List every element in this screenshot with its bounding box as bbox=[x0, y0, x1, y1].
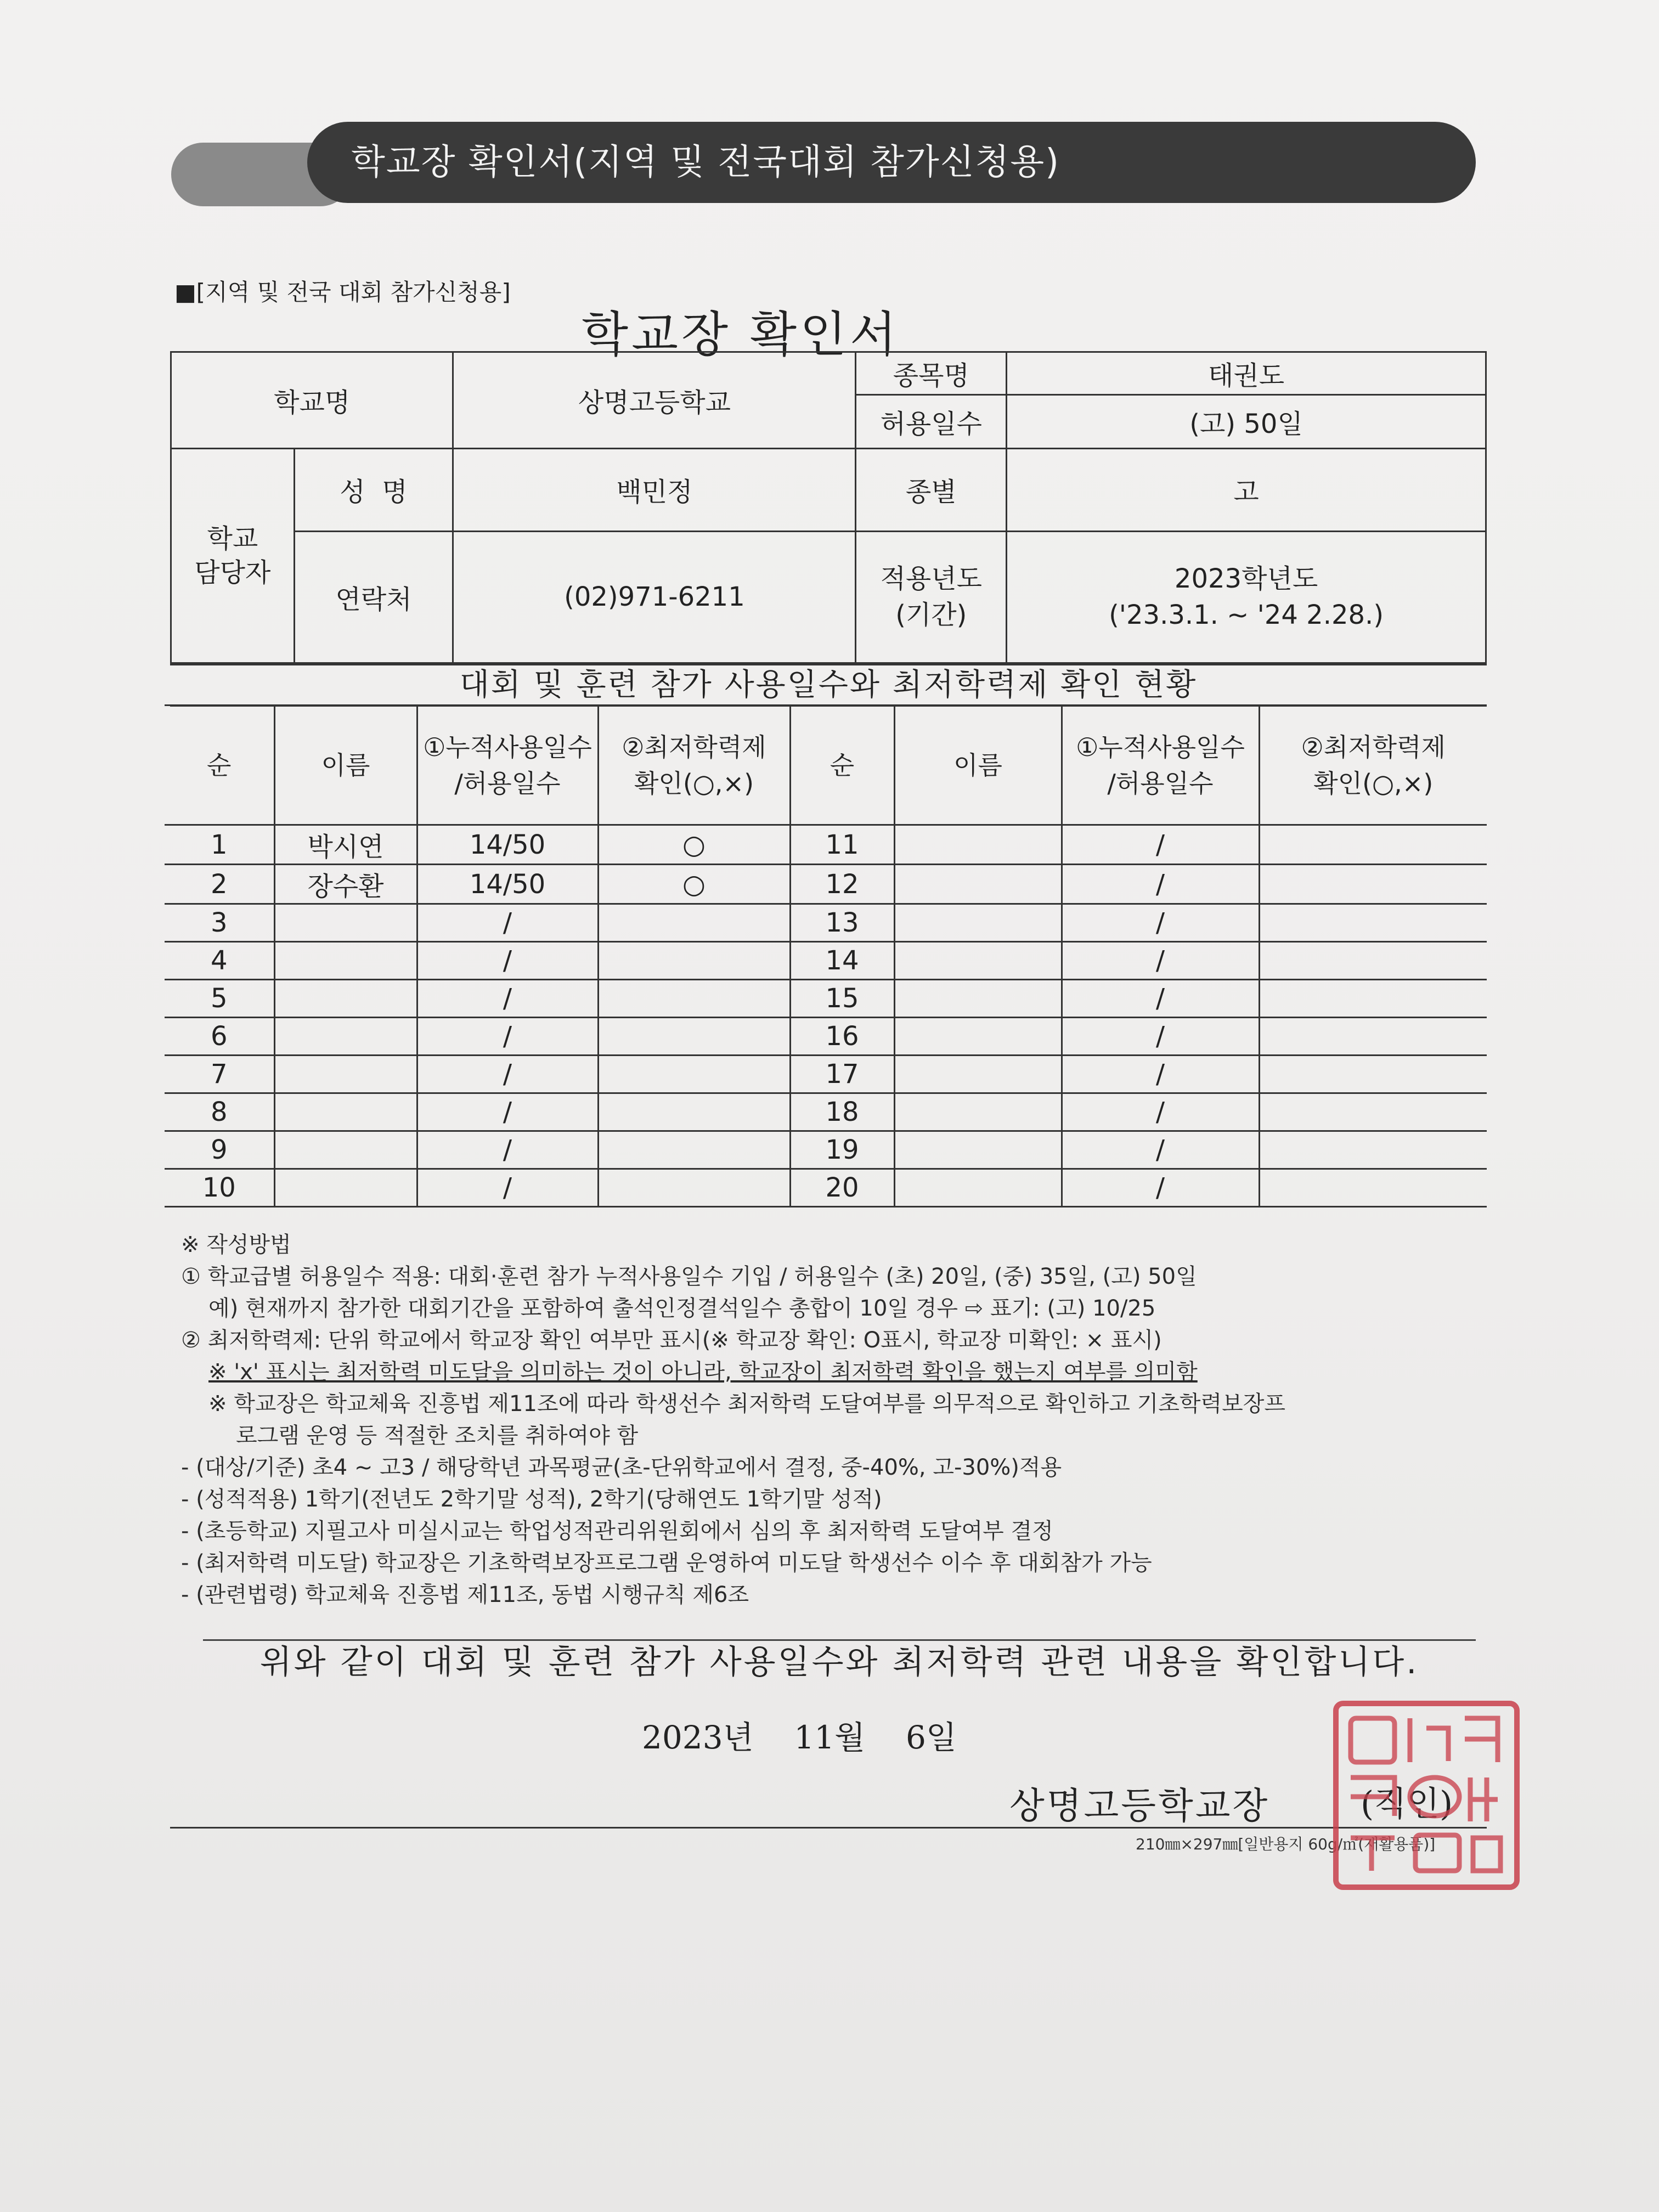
table-cell: 장수환 bbox=[274, 865, 417, 904]
table-cell bbox=[598, 1056, 790, 1093]
table-cell bbox=[1259, 904, 1487, 942]
table-cell: / bbox=[1062, 1056, 1259, 1093]
table-cell: 7 bbox=[165, 1056, 274, 1093]
table-cell bbox=[274, 1018, 417, 1056]
table-cell bbox=[894, 825, 1062, 865]
table-cell bbox=[274, 1093, 417, 1131]
table-cell bbox=[1259, 1018, 1487, 1056]
table-cell: / bbox=[417, 1131, 598, 1169]
staff-label: 학교 담당자 bbox=[171, 449, 295, 663]
table-row bbox=[165, 1056, 1487, 1093]
table-cell: 14/50 bbox=[417, 865, 598, 904]
table-cell: / bbox=[1062, 904, 1259, 942]
event-value: 태권도 bbox=[1007, 352, 1486, 395]
table-cell: 3 bbox=[165, 904, 274, 942]
table-cell bbox=[598, 980, 790, 1018]
table-row bbox=[165, 1093, 1487, 1131]
table-cell: 13 bbox=[790, 904, 894, 942]
header-cell: 이름 bbox=[894, 706, 1062, 825]
table-cell bbox=[274, 1131, 417, 1169]
allowed-days-value: (고) 50일 bbox=[1007, 395, 1486, 449]
type-label: 종별 bbox=[856, 449, 1007, 531]
table-cell: 14/50 bbox=[417, 825, 598, 865]
name-label: 성 명 bbox=[294, 449, 453, 531]
table-cell bbox=[894, 865, 1062, 904]
instruction-line: - (대상/기준) 초4 ~ 고3 / 해당학년 과목평균(초-단위학교에서 결정, 중-40%, 고-30%)적용 bbox=[181, 1455, 1062, 1480]
table-cell: 2 bbox=[165, 865, 274, 904]
paper-spec: 210㎜×297㎜[일반용지 60g/㎡(재활용품)] bbox=[1136, 1835, 1436, 1853]
table-cell: 18 bbox=[790, 1093, 894, 1131]
year-value: 2023학년도 ('23.3.1. ~ '24 2.28.) bbox=[1007, 531, 1486, 663]
header-cell: ②최저학력제 확인(○,×) bbox=[1259, 706, 1487, 825]
table-cell bbox=[894, 1093, 1062, 1131]
table-cell bbox=[274, 980, 417, 1018]
table-cell: / bbox=[1062, 1018, 1259, 1056]
table-cell bbox=[1259, 1169, 1487, 1207]
instructions-heading: ※ 작성방법 bbox=[181, 1232, 291, 1257]
instruction-line: ① 학교급별 허용일수 적용: 대회·훈련 참가 누적사용일수 기입 / 허용일수 (초) 20일, (중) 35일, (고) 50일 bbox=[181, 1264, 1197, 1289]
table-cell bbox=[1259, 1056, 1487, 1093]
table-cell: / bbox=[1062, 1169, 1259, 1207]
instruction-line: ※ 학교장은 학교체육 진흥법 제11조에 따라 학생선수 최저학력 도달여부를 의무적으로 확인하고 기초학력보장프 bbox=[208, 1391, 1286, 1417]
table-cell: / bbox=[417, 942, 598, 980]
table-cell bbox=[598, 904, 790, 942]
issue-date: 2023년 11월 6일 bbox=[642, 1719, 957, 1756]
table-cell: 10 bbox=[165, 1169, 274, 1207]
table-cell: 15 bbox=[790, 980, 894, 1018]
table-cell: / bbox=[417, 904, 598, 942]
instruction-line: 예) 현재까지 참가한 대회기간을 포함하여 출석인정결석일수 총합이 10일 경우 ⇨ 표기: (고) 10/25 bbox=[208, 1296, 1156, 1321]
table-cell: 박시연 bbox=[274, 825, 417, 865]
table-cell bbox=[274, 1169, 417, 1207]
table-cell bbox=[274, 1056, 417, 1093]
form-subtitle: ■[지역 및 전국 대회 참가신청용] bbox=[174, 279, 511, 306]
table-cell: 16 bbox=[790, 1018, 894, 1056]
banner-title: 학교장 확인서(지역 및 전국대회 참가신청용) bbox=[307, 122, 1476, 203]
table-cell bbox=[1259, 865, 1487, 904]
table-header-row bbox=[165, 706, 1487, 825]
table-cell: 14 bbox=[790, 942, 894, 980]
table-cell bbox=[894, 1018, 1062, 1056]
section-title: 대회 및 훈련 참가 사용일수와 최저학력제 확인 현황 bbox=[170, 664, 1487, 707]
school-label: 학교명 bbox=[171, 352, 453, 449]
table-cell bbox=[1259, 825, 1487, 865]
table-cell bbox=[598, 942, 790, 980]
info-table bbox=[170, 351, 1487, 664]
table-cell bbox=[894, 1131, 1062, 1169]
table-cell: 8 bbox=[165, 1093, 274, 1131]
divider bbox=[170, 1827, 1487, 1829]
table-cell: / bbox=[1062, 1093, 1259, 1131]
table-cell bbox=[598, 1131, 790, 1169]
table-cell bbox=[274, 942, 417, 980]
table-cell: / bbox=[1062, 980, 1259, 1018]
confirmation-statement: 위와 같이 대회 및 훈련 참가 사용일수와 최저학력 관련 내용을 확인합니다. bbox=[259, 1643, 1419, 1681]
table-cell bbox=[894, 1056, 1062, 1093]
table-cell: / bbox=[417, 1093, 598, 1131]
table-cell bbox=[1259, 1131, 1487, 1169]
table-cell: 19 bbox=[790, 1131, 894, 1169]
contact-label: 연락처 bbox=[294, 531, 453, 663]
instruction-line: - (최저학력 미도달) 학교장은 기초학력보장프로그램 운영하여 미도달 학생선수 이수 후 대회참가 가능 bbox=[181, 1550, 1152, 1576]
table-cell bbox=[894, 980, 1062, 1018]
header-cell: ②최저학력제 확인(○,×) bbox=[598, 706, 790, 825]
table-cell: 1 bbox=[165, 825, 274, 865]
table-cell bbox=[1259, 942, 1487, 980]
instruction-line: 로그램 운영 등 적절한 조치를 취하여야 함 bbox=[236, 1423, 639, 1448]
table-cell: 5 bbox=[165, 980, 274, 1018]
table-row bbox=[165, 1169, 1487, 1207]
table-cell: 12 bbox=[790, 865, 894, 904]
table-cell bbox=[894, 942, 1062, 980]
seal-placeholder: (직인) bbox=[1361, 1784, 1453, 1824]
table-cell: 4 bbox=[165, 942, 274, 980]
principal-signature: 상명고등학교장 bbox=[1009, 1785, 1270, 1827]
table-cell: / bbox=[417, 1056, 598, 1093]
header-cell: 이름 bbox=[274, 706, 417, 825]
table-body bbox=[165, 825, 1487, 1207]
table-cell bbox=[894, 1169, 1062, 1207]
table-cell: / bbox=[1062, 1131, 1259, 1169]
table-cell: / bbox=[1062, 825, 1259, 865]
table-cell bbox=[598, 1093, 790, 1131]
instruction-line: - (성적적용) 1학기(전년도 2학기말 성적), 2학기(당해연도 1학기말 성적) bbox=[181, 1487, 882, 1512]
table-cell: / bbox=[417, 1018, 598, 1056]
document-title: 학교장 확인서 bbox=[581, 306, 900, 363]
table-row bbox=[165, 1131, 1487, 1169]
instruction-line: ② 최저학력제: 단위 학교에서 학교장 확인 여부만 표시(※ 학교장 확인: O표시, 학교장 미확인: × 표시) bbox=[181, 1328, 1162, 1353]
table-row bbox=[165, 980, 1487, 1018]
table-cell: 6 bbox=[165, 1018, 274, 1056]
type-value: 고 bbox=[1007, 449, 1486, 531]
table-row bbox=[165, 942, 1487, 980]
header-cell: 순 bbox=[790, 706, 894, 825]
header-cell: 순 bbox=[165, 706, 274, 825]
event-label: 종목명 bbox=[856, 352, 1007, 395]
name-value: 백민정 bbox=[453, 449, 856, 531]
table-cell: ○ bbox=[598, 865, 790, 904]
table-cell: 20 bbox=[790, 1169, 894, 1207]
header-cell: ①누적사용일수 /허용일수 bbox=[1062, 706, 1259, 825]
table-cell: 9 bbox=[165, 1131, 274, 1169]
participation-table bbox=[165, 704, 1487, 1207]
table-row bbox=[165, 904, 1487, 942]
table-row bbox=[165, 865, 1487, 904]
official-seal-stamp bbox=[1333, 1701, 1520, 1890]
instruction-line: - (초등학교) 지필고사 미실시교는 학업성적관리위원회에서 심의 후 최저학력 도달여부 결정 bbox=[181, 1519, 1053, 1544]
table-cell: / bbox=[1062, 942, 1259, 980]
table-cell: / bbox=[1062, 865, 1259, 904]
table-cell bbox=[598, 1018, 790, 1056]
instruction-line: ※ 'x' 표시는 최저학력 미도달을 의미하는 것이 아니라, 학교장이 최저학력 확인을 했는지 여부를 의미함 bbox=[208, 1359, 1198, 1385]
table-cell: ○ bbox=[598, 825, 790, 865]
table-cell bbox=[274, 904, 417, 942]
instructions bbox=[181, 1229, 1498, 1611]
table-cell bbox=[894, 904, 1062, 942]
year-label: 적용년도 (기간) bbox=[856, 531, 1007, 663]
table-cell bbox=[598, 1169, 790, 1207]
header-cell: ①누적사용일수 /허용일수 bbox=[417, 706, 598, 825]
table-row bbox=[165, 825, 1487, 865]
table-cell: 17 bbox=[790, 1056, 894, 1093]
table-cell bbox=[1259, 1093, 1487, 1131]
table-cell: 11 bbox=[790, 825, 894, 865]
table-row bbox=[165, 1018, 1487, 1056]
school-name: 상명고등학교 bbox=[453, 352, 856, 449]
contact-value: (02)971-6211 bbox=[453, 531, 856, 663]
table-cell bbox=[1259, 980, 1487, 1018]
instruction-line: - (관련법령) 학교체육 진흥법 제11조, 동법 시행규칙 제6조 bbox=[181, 1582, 749, 1607]
table-cell: / bbox=[417, 980, 598, 1018]
table-cell: / bbox=[417, 1169, 598, 1207]
allowed-days-label: 허용일수 bbox=[856, 395, 1007, 449]
